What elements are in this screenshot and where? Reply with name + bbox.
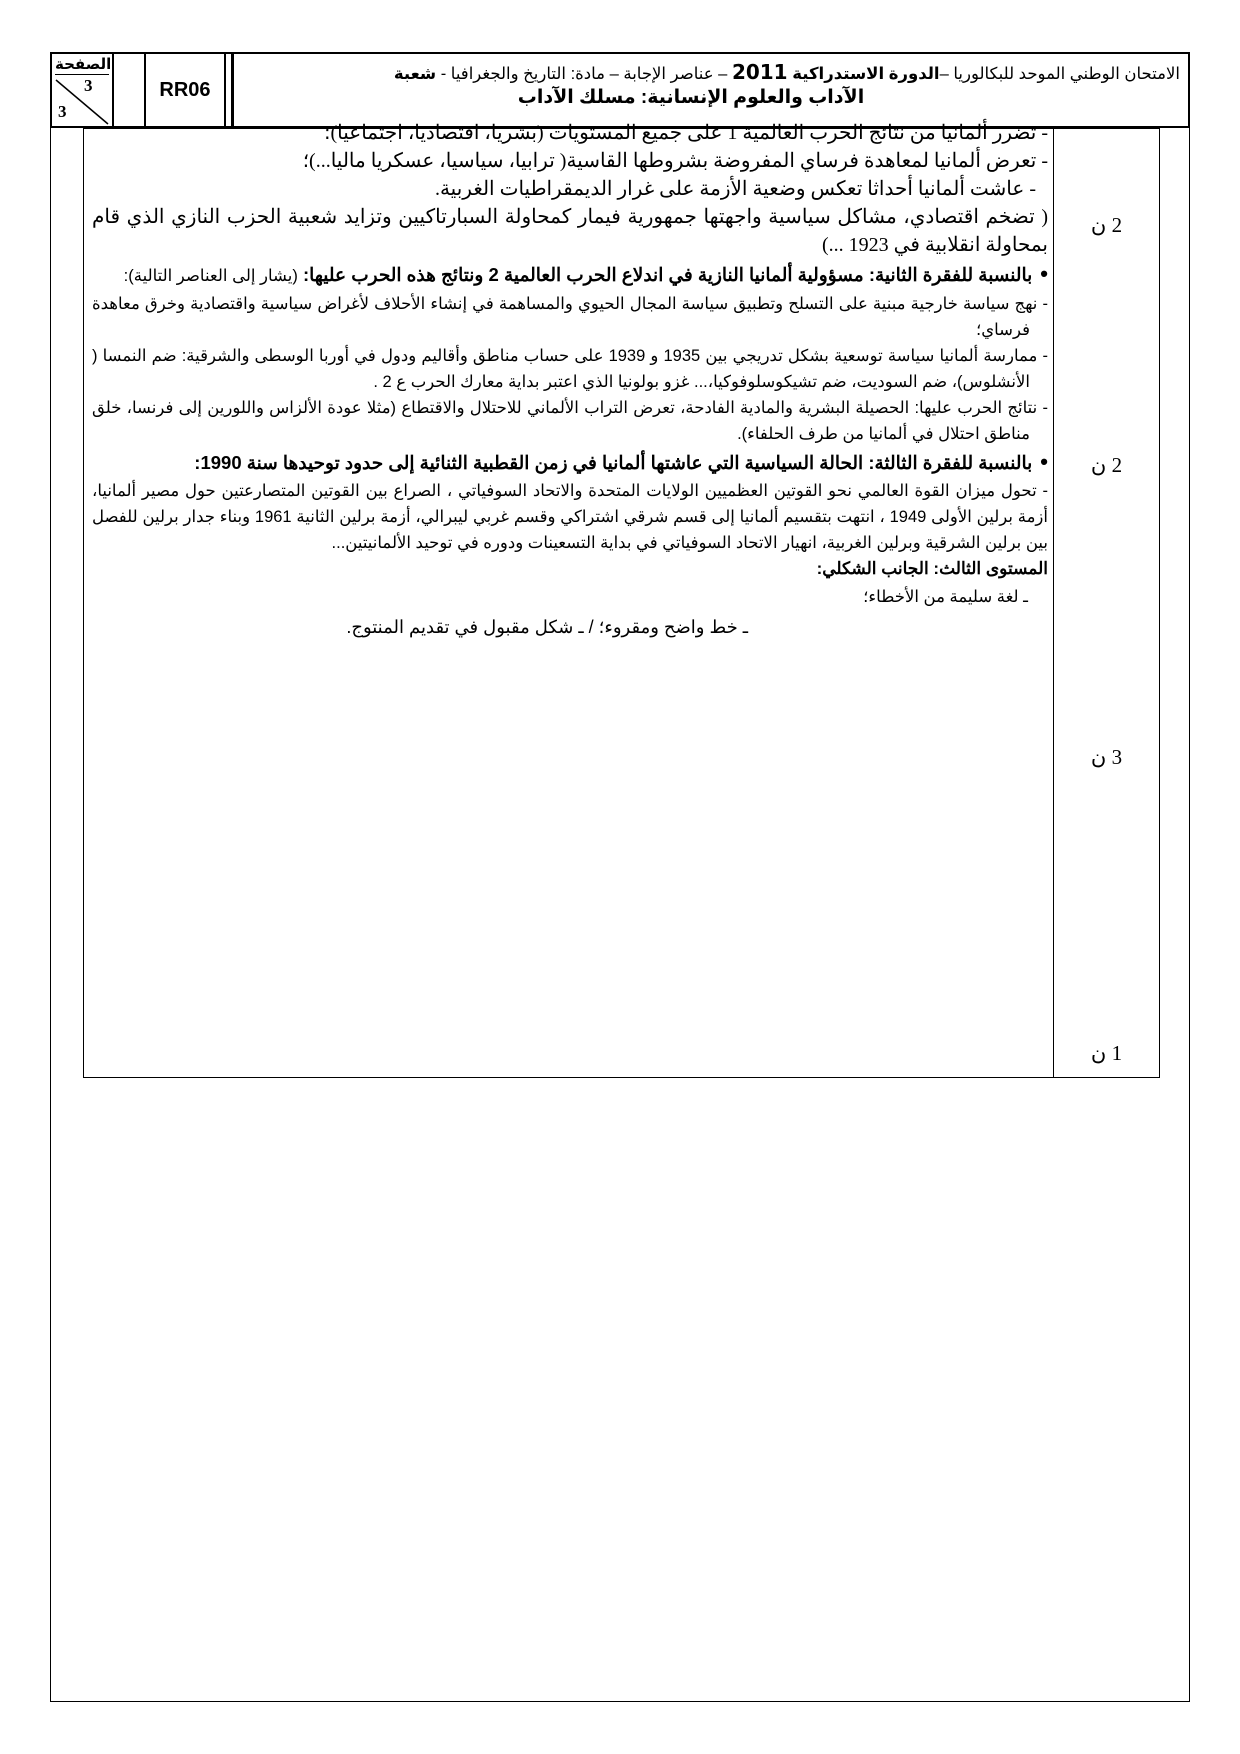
score-section-3: 3 ن bbox=[1090, 745, 1123, 769]
title-line-1 bbox=[242, 60, 1180, 86]
exam-code: RR06 bbox=[146, 54, 226, 126]
section2-item-1: - نهج سياسة خارجية مبنية على التسلح وتطبيق سياسة المجال الحيوي والمساهمة في إنشاء الأحلاف لأغراض سياسية واقتصادية وخرق معاهدة فرساي؛ bbox=[92, 295, 1048, 339]
page-number-box bbox=[52, 54, 114, 126]
section2-item-3: - نتائج الحرب عليها: الحصيلة البشرية والمادية الفادحة، تعرض التراب الألماني للاحتلال والاقتطاع (مثلا عودة الألزاس واللورين إلى فرنسا، خلق مناطق احتلال في ألمانيا من طرف الحلفاء). bbox=[92, 399, 1048, 443]
score-column bbox=[1053, 129, 1159, 1077]
section3-heading: •بالنسبة للفقرة الثالثة: الحالة السياسية التي عاشتها ألمانيا في زمن القطبية الثنائية إلى حدود توحيدها سنة 1990: bbox=[194, 449, 1048, 474]
section2-item-2: - ممارسة ألمانيا سياسة توسعية بشكل تدريجي بين 1935 و 1939 على حساب مناطق وأقاليم ودول في أوربا الوسطى والشرقية: ضم النمسا ( الأنشلوس)، ضم السوديت، ضم تشيكوسلوفوكيا،... غزو بولونيا الذي اعتبر بداية معارك الحرب ع 2 . bbox=[92, 347, 1049, 391]
section3-heading-text: بالنسبة للفقرة الثالثة: الحالة السياسية التي عاشتها ألمانيا في زمن القطبية الثنائية إلى حدود توحيدها سنة 1990: bbox=[194, 452, 1033, 473]
level3-item-2: ـ خط واضح ومقروء؛ / ـ شكل مقبول في تقديم المنتوج. bbox=[346, 617, 748, 637]
answer-text bbox=[92, 119, 1048, 642]
exam-title bbox=[234, 54, 1188, 126]
level3-heading: المستوى الثالث: الجانب الشكلي: bbox=[816, 559, 1048, 578]
title-year: 2011 bbox=[731, 60, 788, 84]
score-section-2: 2 ن bbox=[1090, 453, 1123, 477]
page-label: الصفحة bbox=[55, 56, 112, 73]
section1-item-2: - تعرض ألمانيا لمعاهدة فرساي المفروضة بشروطها القاسية( ترابيا، سياسيا، عسكريا ماليا...)؛ bbox=[302, 150, 1048, 172]
page-total: 3 bbox=[58, 102, 67, 121]
exam-header bbox=[50, 52, 1190, 128]
section1-item-3: - عاشت ألمانيا أحداثا تعكس وضعية الأزمة على غرار الديمقراطيات الغربية. bbox=[434, 178, 1036, 200]
section3-paragraph: - تحول ميزان القوة العالمي نحو القوتين العظميين الولايات المتحدة والاتحاد السوفياتي ، الصراع بين القوتين المتصارعتين حول مصير ألمانيا، أزمة برلين الأولى 1949 ، انتهت بتقسيم ألمانيا إلى قسم شرقي اشتراكي وقسم غربي ليبرالي، أزمة برلين الثانية 1961 وبناء جدار برلين للفصل بين برلين الشرقية وبرلين الغربية، انهيار الاتحاد السوفياتي في بداية التسعينات ودوره في توحيد الألمانيتين... bbox=[92, 482, 1048, 552]
section2-heading: •بالنسبة للفقرة الثانية: مسؤولية ألمانيا النازية في اندلاع الحرب العالمية 2 ونتائج هذه الحرب عليها: (يشار إلى العناصر التالية): bbox=[123, 261, 1048, 286]
score-section-1: 2 ن bbox=[1090, 213, 1123, 237]
page-current: 3 bbox=[84, 76, 93, 95]
title-subject: – عناصر الإجابة – مادة: التاريخ والجغرافيا - bbox=[436, 65, 728, 83]
level3-item-1: ـ لغة سليمة من الأخطاء؛ bbox=[863, 588, 1028, 606]
section1-item-1: - تضرر ألمانيا من نتائج الحرب العالمية 1 على جميع المستويات (بشريا، اقتصاديا، اجتماعيا)؛ bbox=[324, 122, 1048, 144]
title-branch-label: شعبة bbox=[393, 65, 437, 83]
header-spacer bbox=[114, 54, 146, 126]
section2-heading-text: بالنسبة للفقرة الثانية: مسؤولية ألمانيا النازية في اندلاع الحرب العالمية 2 ونتائج هذه الحرب عليها: bbox=[302, 264, 1033, 285]
answer-table bbox=[83, 122, 1160, 1078]
section1-parenthetical: ( تضخم اقتصادي، مشاكل سياسية واجهتها جمهورية فيمار كمحاولة السبارتاكيين وتزايد شعبية الحزب النازي الذي قام بمحاولة انقلابية في 1923 ...) bbox=[92, 206, 1048, 256]
title-session: الدورة الاستدراكية bbox=[792, 65, 940, 83]
title-line-2: الآداب والعلوم الإنسانية: مسلك الآداب bbox=[517, 87, 865, 108]
header-spacer bbox=[226, 54, 234, 126]
title-exam-name: الامتحان الوطني الموحد للبكالوريا – bbox=[939, 65, 1180, 83]
section2-note: (يشار إلى العناصر التالية): bbox=[123, 267, 298, 285]
score-level-3: 1 ن bbox=[1090, 1041, 1123, 1065]
